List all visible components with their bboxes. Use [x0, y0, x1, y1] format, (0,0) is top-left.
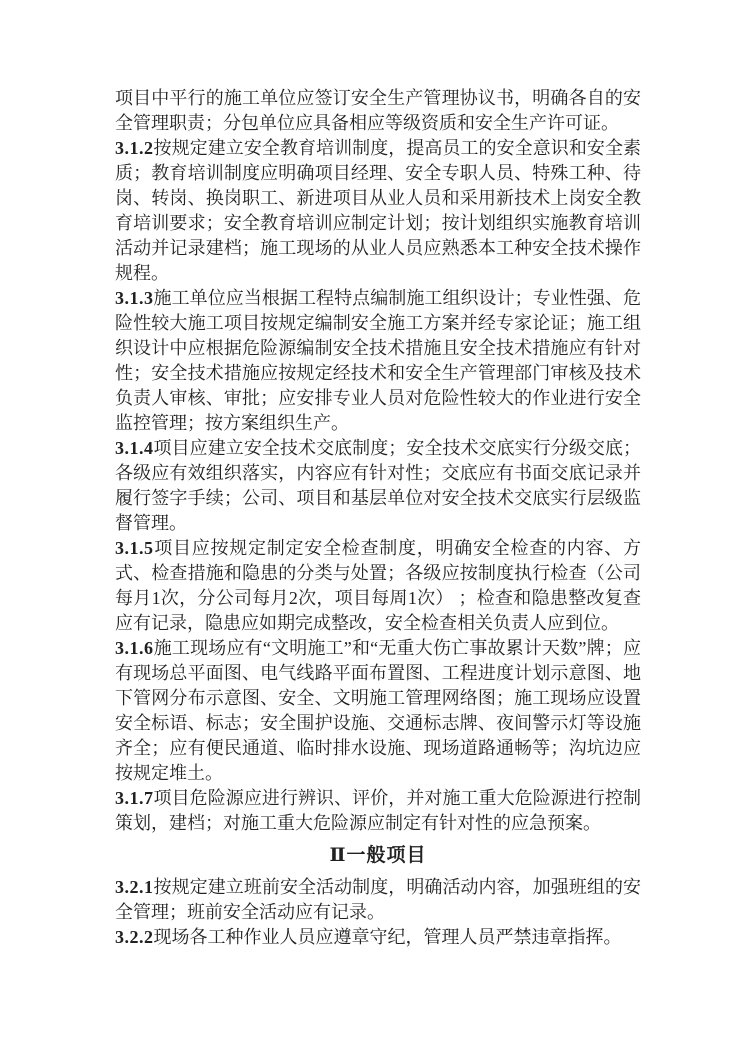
- clause-number: 3.1.5: [115, 538, 154, 558]
- paragraph-text: 项目应建立安全技术交底制度；安全技术交底实行分级交底；各级应有效组织落实，内容应有针对性；交底应有书面交底记录并履行签字手续；公司、项目和基层单位对安全技术交底实行层级监督管理。: [115, 438, 641, 533]
- paragraph-text: 项目危险源应进行辨识、评价，并对施工重大危险源进行控制策划，建档；对施工重大危险源应制定有针对性的应急预案。: [115, 788, 641, 833]
- paragraph-text: 按规定建立班前安全活动制度，明确活动内容，加强班组的安全管理；班前安全活动应有记录。: [115, 877, 641, 922]
- paragraph-continued: [115, 86, 641, 136]
- paragraph-text: 施工单位应当根据工程特点编制施工组织设计；专业性强、危险性较大施工项目按规定编制安全施工方案并经专家论证；施工组织设计中应根据危险源编制安全技术措施且安全技术措施应有针对性；安全技术措施应按规定经技术和安全生产管理部门审核及技术负责人审核、审批；应安排专业人员对危险性较大的作业进行安全监控管理；按方案组织生产。: [115, 288, 641, 433]
- section-heading-general-items: Ⅱ一般项目: [329, 845, 427, 866]
- clause-number: 3.1.4: [115, 438, 154, 458]
- paragraph-text: 按规定建立安全教育培训制度，提高员工的安全意识和安全素质；教育培训制度应明确项目经理、安全专职人员、特殊工种、待岗、转岗、换岗职工、新进项目从业人员和采用新技术上岗安全教育培训要求；安全教育培训应制定计划；按计划组织实施教育培训活动并记录建档；施工现场的从业人员应熟悉本工种安全技术操作规程。: [115, 138, 641, 283]
- document-body: [115, 86, 641, 950]
- paragraph-text: 现场各工种作业人员应遵章守纪，管理人员严禁违章指挥。: [153, 927, 622, 947]
- paragraph-3-1-3: [115, 286, 641, 436]
- paragraph-3-1-6: [115, 636, 641, 786]
- paragraph-3-1-5: [115, 536, 641, 636]
- clause-number: 3.1.6: [115, 638, 154, 658]
- clause-number: 3.1.2: [115, 138, 154, 158]
- clause-number: 3.2.1: [115, 877, 154, 897]
- paragraph-text: 项目应按规定制定安全检查制度，明确安全检查的内容、方式、检查措施和隐患的分类与处置；各级应按制度执行检查（公司每月1次，分公司每月2次，项目每周1次） ；检查和隐患整改复查应有记录，隐患应如期完成整改，安全检查相关负责人应到位。: [115, 538, 641, 633]
- paragraph-3-1-4: [115, 436, 641, 536]
- paragraph-3-1-7: [115, 786, 641, 836]
- paragraph-3-1-2: [115, 136, 641, 286]
- paragraph-text: 项目中平行的施工单位应签订安全生产管理协议书，明确各自的安全管理职责；分包单位应具备相应等级资质和安全生产许可证。: [115, 88, 641, 133]
- paragraph-3-2-2: [115, 925, 641, 950]
- clause-number: 3.2.2: [115, 927, 154, 947]
- clause-number: 3.1.3: [115, 288, 154, 308]
- paragraph-3-2-1: [115, 875, 641, 925]
- clause-number: 3.1.7: [115, 788, 154, 808]
- paragraph-text: 施工现场应有“文明施工”和“无重大伤亡事故累计天数”牌；应有现场总平面图、电气线路平面布置图、工程进度计划示意图、地下管网分布示意图、安全、文明施工管理网络图；施工现场应设置安全标语、标志；安全围护设施、交通标志牌、夜间警示灯等设施齐全；应有便民通道、临时排水设施、现场道路通畅等；沟坑边应按规定堆土。: [115, 638, 641, 783]
